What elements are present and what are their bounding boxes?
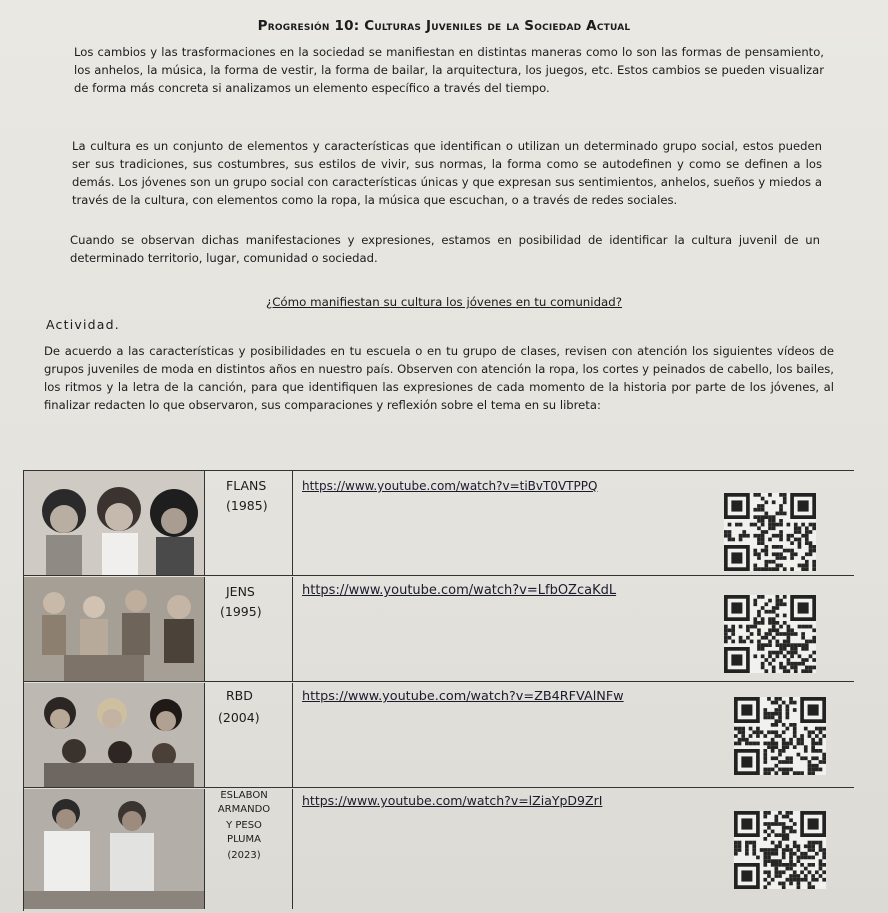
table-row	[24, 471, 854, 576]
artist-name-line: ESLABON	[220, 790, 268, 801]
artist-name-line: Y PESO	[226, 820, 262, 831]
video-link[interactable]: https://www.youtube.com/watch?v=LfbOZcaKdL	[302, 583, 617, 598]
qr-code-icon	[724, 493, 816, 571]
link-cell	[294, 683, 854, 787]
photo-cell	[24, 789, 205, 909]
video-link[interactable]: https://www.youtube.com/watch?v=tiBvT0VTPPQ	[302, 479, 598, 493]
qr-svg	[724, 493, 816, 571]
intro-paragraph: Los cambios y las trasformaciones en la sociedad se manifiestan en distintas maneras como lo son las formas de pensamiento, los anhelos, la música, la forma de vestir, la forma de bailar, la arquitectura, los juegos, etc. Estos cambios se pueden visualizar de forma más concreta si analizamos un elemento específico a través del tiempo.	[74, 45, 824, 95]
qr-code-icon	[734, 811, 826, 889]
qr-svg	[734, 697, 826, 775]
group-name-cell	[206, 577, 293, 681]
group-year: (2023)	[227, 850, 261, 861]
page-title: Progresión 10: Culturas Juveniles de la Sociedad Actual	[257, 18, 631, 34]
qr-code-icon	[724, 595, 816, 673]
activity-instructions: De acuerdo a las características y posibilidades en tu escuela o en tu grupo de clases, revisen con atención los siguientes vídeos de grupos juveniles de moda en distintos años en nuestro país. Observen con atención la ropa, los cortes y peinados de cabello, los bailes, los ritmos y la letra de la canción, para que identifiquen las expresiones de cada momento de la historia por parte de los jóvenes, al finalizar redacten lo que observaron, sus comparaciones y reflexión sobre el tema en su libreta:	[44, 344, 834, 412]
activity-heading: Actividad.	[46, 317, 120, 332]
qr-svg	[734, 811, 826, 889]
group-photo-icon	[24, 577, 204, 681]
culture-paragraph: La cultura es un conjunto de elementos y características que identifican o utilizan un determinado grupo social, estos pueden ser sus tradiciones, sus costumbres, sus estilos de vivir, sus normas, la forma como se autodefinen y como se definen a los demás. Los jóvenes son un grupo social con características únicas y que expresan sus sentimientos, anhelos, sueños y miedos a través de la cultura, con elementos como la ropa, la música que escuchan, o a través de redes sociales.	[72, 139, 822, 207]
qr-code-icon	[734, 697, 826, 775]
group-year: (1995)	[220, 604, 262, 619]
qr-svg	[724, 595, 816, 673]
group-name: JENS	[226, 584, 255, 599]
video-link[interactable]: https://www.youtube.com/watch?v=lZiaYpD9ZrI	[302, 793, 603, 808]
artist-name-line: ARMANDO	[217, 804, 271, 815]
guiding-question: ¿Cómo manifiestan su cultura los jóvenes en tu comunidad?	[265, 295, 623, 309]
artist-name-line: PLUMA	[227, 834, 261, 845]
table-row	[24, 683, 854, 788]
link-cell	[294, 471, 854, 575]
identification-paragraph: Cuando se observan dichas manifestaciones y expresiones, estamos en posibilidad de identificar la cultura juvenil de un determinado territorio, lugar, comunidad o sociedad.	[70, 233, 820, 265]
group-photo-icon	[24, 683, 204, 787]
group-name-cell	[206, 471, 293, 575]
group-name: FLANS	[226, 478, 267, 493]
photo-cell	[24, 471, 205, 575]
link-cell	[294, 789, 854, 909]
group-name-cell	[206, 789, 293, 909]
photo-cell	[24, 577, 205, 681]
group-year: (2004)	[218, 710, 260, 725]
group-year: (1985)	[226, 498, 268, 513]
group-photo-icon	[24, 471, 204, 575]
videos-table	[23, 470, 854, 911]
group-name: RBD	[226, 688, 253, 703]
video-link[interactable]: https://www.youtube.com/watch?v=ZB4RFVAlNFw	[302, 689, 624, 704]
link-cell	[294, 577, 854, 681]
table-row	[24, 789, 854, 909]
artist-photo-icon	[24, 789, 204, 909]
table-row	[24, 577, 854, 682]
photo-cell	[24, 683, 205, 787]
group-name-cell	[206, 683, 293, 787]
